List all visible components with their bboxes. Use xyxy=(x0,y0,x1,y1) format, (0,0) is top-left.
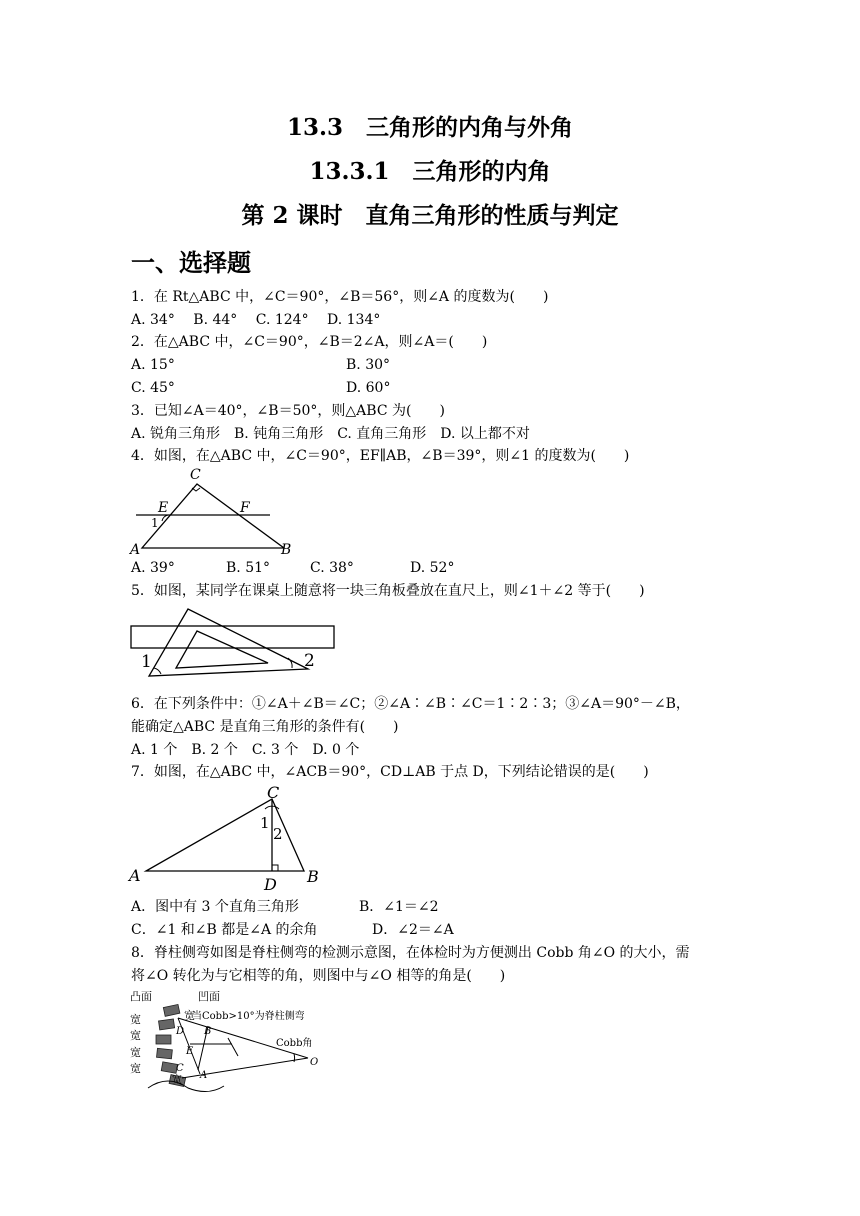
angle-1-arc xyxy=(154,668,161,674)
question-8-line-2: 将∠O 转化为与它相等的角，则图中与∠O 相等的角是( ) xyxy=(131,968,506,984)
label-wide-1: 宽 xyxy=(130,1013,141,1026)
label-b: B xyxy=(307,867,319,886)
pelvis-outline xyxy=(148,1081,224,1092)
question-4-option-d: D. 52° xyxy=(410,560,455,576)
question-4-option-b: B. 51° xyxy=(226,560,271,576)
question-7-option-b: B．∠1＝∠2 xyxy=(359,899,439,915)
question-2-option-b: B. 30° xyxy=(346,357,391,373)
question-2-option-a: A. 15° xyxy=(131,357,175,373)
question-2-stem: 2．在△ABC 中，∠C＝90°，∠B＝2∠A，则∠A＝( ) xyxy=(131,334,488,350)
label-f: F xyxy=(240,500,250,516)
label-angle-1: 1 xyxy=(151,516,159,530)
label-e: E xyxy=(186,1046,194,1057)
question-5-figure xyxy=(128,604,340,682)
question-4-option-a: A. 39° xyxy=(131,560,175,576)
question-2-option-d: D. 60° xyxy=(346,380,391,396)
question-7-stem: 7．如图，在△ABC 中，∠ACB＝90°，CD⊥AB 于点 D，下列结论错误的是( ) xyxy=(131,764,649,780)
label-concave: 凹面 xyxy=(198,990,220,1003)
question-1-options: A. 34° B. 44° C. 124° D. 134° xyxy=(131,312,381,328)
label-d: D xyxy=(176,1026,185,1037)
question-7-option-c: C．∠1 和∠B 都是∠A 的余角 xyxy=(131,922,318,938)
label-angle-2: 2 xyxy=(304,651,315,671)
label-wide-2: 宽 xyxy=(130,1029,141,1042)
question-5-stem: 5．如图，某同学在课桌上随意将一块三角板叠放在直尺上，则∠1＋∠2 等于( ) xyxy=(131,583,645,599)
right-angle-mark xyxy=(192,488,200,491)
label-a: A xyxy=(130,542,141,558)
label-a: A xyxy=(200,1070,208,1081)
lesson-period-title: 第 2 课时 直角三角形的性质与判定 xyxy=(241,202,619,229)
label-c: C xyxy=(176,1063,184,1074)
label-convex: 凸面 xyxy=(130,990,152,1003)
label-angle-1: 1 xyxy=(260,814,270,832)
lesson-title: 13.3 三角形的内角与外角 xyxy=(286,114,574,141)
label-wide-bottom: 宽 xyxy=(172,1075,182,1086)
question-4-option-c: C. 38° xyxy=(310,560,354,576)
right-angle-mark xyxy=(272,865,278,871)
label-o: O xyxy=(310,1057,319,1068)
label-d: D xyxy=(264,875,277,894)
label-wide-3: 宽 xyxy=(130,1046,141,1059)
question-7-option-d: D．∠2＝∠A xyxy=(372,922,454,938)
question-3-options: A. 锐角三角形 B. 钝角三角形 C. 直角三角形 D. 以上都不对 xyxy=(131,426,530,442)
subsection-title: 13.3.1 三角形的内角 xyxy=(309,158,551,185)
question-3-stem: 3．已知∠A＝40°，∠B＝50°，则△ABC 为( ) xyxy=(131,403,445,419)
question-6-line-2: 能确定△ABC 是直角三角形的条件有( ) xyxy=(131,719,399,735)
label-b: B xyxy=(281,542,292,558)
label-c: C xyxy=(267,783,280,802)
label-angle-1: 1 xyxy=(141,652,152,672)
set-square-outer xyxy=(149,609,308,676)
question-1-stem: 1．在 Rt△ABC 中，∠C＝90°，∠B＝56°，则∠A 的度数为( ) xyxy=(131,289,549,305)
question-8-figure xyxy=(128,986,348,1098)
label-c: C xyxy=(190,467,201,483)
set-square-inner xyxy=(176,631,268,668)
question-6-line-1: 6．在下列条件中：①∠A＋∠B＝∠C；②∠A∶∠B∶∠C＝1∶2∶3；③∠A＝90°－∠B， xyxy=(131,696,690,712)
question-2-option-c: C. 45° xyxy=(131,380,175,396)
question-4-figure xyxy=(128,466,298,558)
label-a: A xyxy=(129,866,141,885)
label-wide-top: 宽 xyxy=(184,1009,195,1022)
question-7-figure xyxy=(126,782,326,894)
label-wide-4: 宽 xyxy=(130,1062,141,1075)
label-angle-2: 2 xyxy=(273,825,283,843)
question-6-options: A. 1 个 B. 2 个 C. 3 个 D. 0 个 xyxy=(131,742,360,758)
label-e: E xyxy=(158,500,169,516)
label-b: B xyxy=(204,1026,212,1037)
label-cobb-angle: Cobb角 xyxy=(276,1038,313,1049)
note-cobb: 当Cobb>10°为脊柱侧弯 xyxy=(192,1011,305,1022)
ruler xyxy=(131,626,334,648)
question-8-line-1: 8．脊柱侧弯如图是脊柱侧弯的检测示意图，在体检时为方便测出 Cobb 角∠O 的大小，需 xyxy=(131,945,690,961)
section-heading: 一、选择题 xyxy=(131,248,251,277)
triangle-abc xyxy=(142,484,284,548)
question-4-stem: 4．如图，在△ABC 中，∠C＝90°，EF∥AB，∠B＝39°，则∠1 的度数为( ) xyxy=(131,448,630,464)
question-7-option-a: A．图中有 3 个直角三角形 xyxy=(131,899,299,915)
